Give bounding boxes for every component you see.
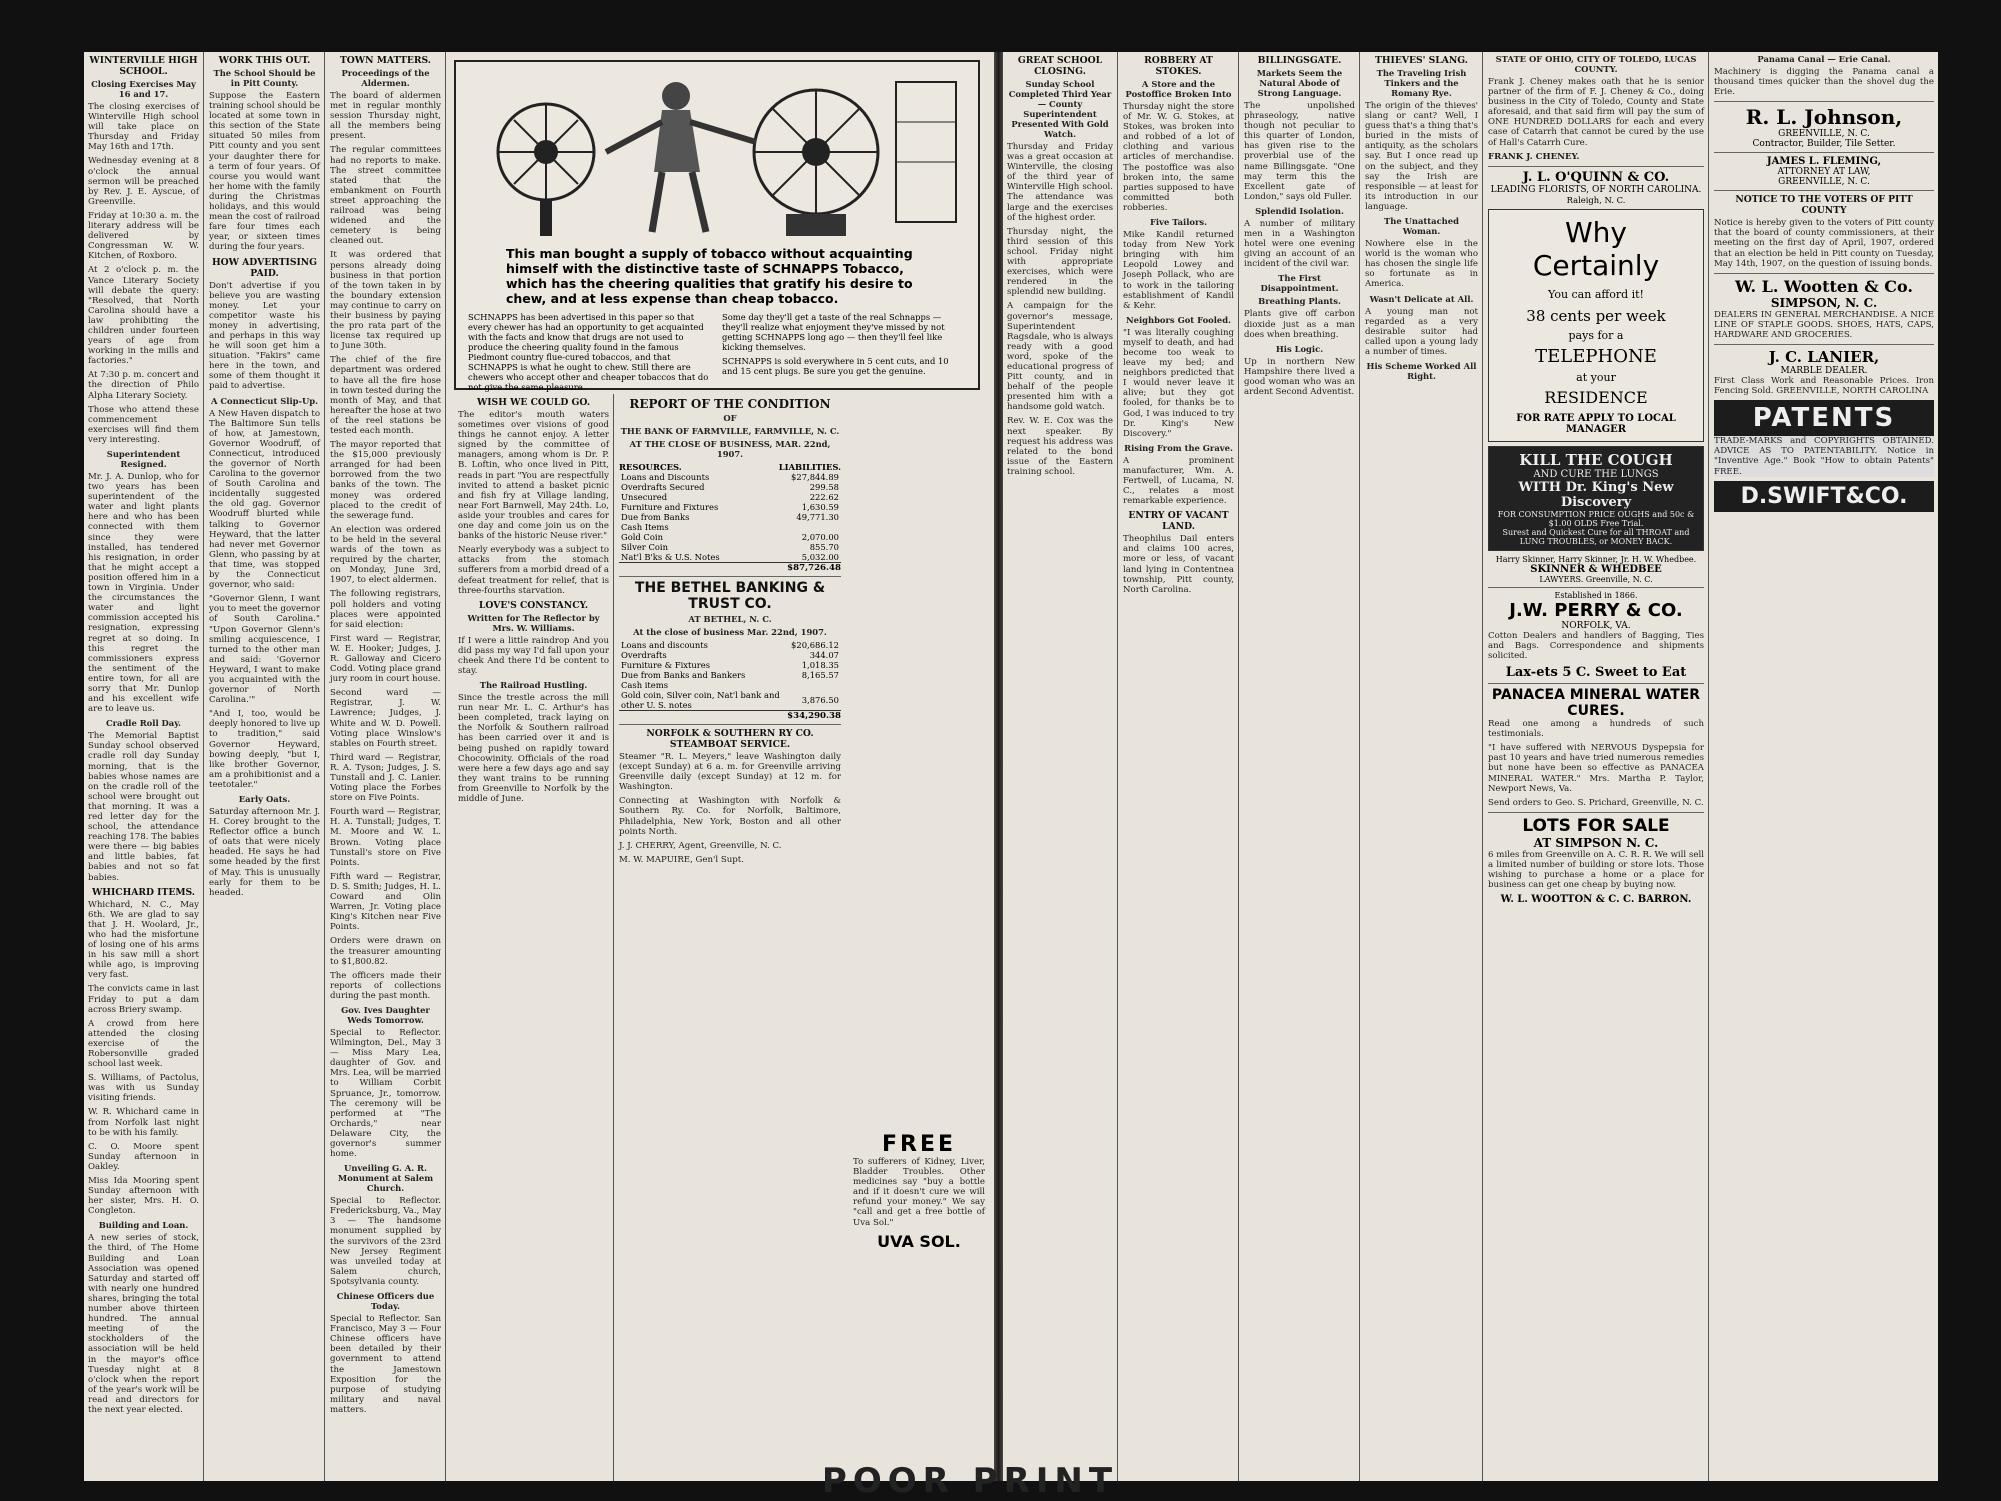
- bank-name: THE BETHEL BANKING & TRUST CO.: [634, 580, 826, 612]
- perry-location: NORFOLK, VA.: [1561, 620, 1631, 631]
- paragraph: Thursday night the store of Mr. W. G. Stokes, at Stokes, was broken into and robbed of a lot of clothing and various articles of merchandise. The postoffice was also broken into, the same parties supposed to have committed both robberies.: [1123, 102, 1234, 213]
- paragraph: Second ward — Registrar, J. W. Lawrence; Judges, J. White and W. D. Powell. Voting place Winslow's stables on Fourth street.: [330, 688, 441, 749]
- paragraph: Steamer "R. L. Meyers," leave Washington daily (except Sunday) at 6 a. m. for Greenville arriving Greenville daily (except Sunday) at 12 m. for Washington.: [619, 752, 841, 793]
- paragraph: "I was literally coughing myself to death, and had become too weak to leave my bed; and neighbors predicted that I would never leave it alive; but they got fooled, for thanks be to God, I was induced to try Dr. King's New Discovery.": [1123, 327, 1234, 439]
- ad-price: FOR CONSUMPTION PRICE OUGHS and 50c & $1.00 OLDS Free Trial.: [1497, 509, 1695, 528]
- column-5: [615, 394, 845, 1481]
- paragraph: The officers made their reports of collections during the past month.: [330, 970, 441, 1001]
- table-cell-label: Cash items: [621, 680, 668, 690]
- subheadline: The First Disappointment.: [1260, 273, 1339, 294]
- paragraph: Special to Reflector. San Francisco, May 3 — Four Chinese officers have been detailed by their government to attend the Jamestown Exposition for the purpose of studying military and naval matters.: [330, 1314, 441, 1415]
- paragraph: Special to Reflector. Wilmington, Del., May 3 — Miss Mary Lea, daughter of Gov. and Mrs. Lea, will be married to William Corbit Spruance, Jr., tomorrow. The ceremony will be performed at "The Orchards," near Delaware City, the governor's summer home.: [330, 1027, 441, 1160]
- certainly-text: Certainly: [1532, 248, 1660, 282]
- lanier-trade: MARBLE DEALER.: [1780, 366, 1868, 377]
- table-cell-value: $20,686.12: [791, 640, 839, 650]
- table-row: [619, 552, 841, 562]
- dr-king-ad: [1488, 446, 1704, 551]
- headline: THIEVES' SLANG.: [1375, 55, 1468, 66]
- paragraph: Friday at 10:30 a. m. the literary address will be delivered by Congressman W. W. Kitchen, of Roxboro.: [88, 210, 199, 262]
- table-row: [619, 640, 841, 650]
- paragraph: The Memorial Baptist Sunday school observed cradle roll day Sunday morning, that is the babies whose names are on the cradle roll of the school were brought out that morning. It was a red letter day for the school, the attendance reaching 178. The babies were there — big babies and little babies, fat babies and not so fat babies.: [88, 731, 199, 883]
- headline: ENTRY OF VACANT LAND.: [1128, 510, 1229, 533]
- paragraph: First ward — Registrar, W. E. Hooker; Judges, J. R. Galloway and Cicero Codd. Voting place grand jury room in court house.: [330, 633, 441, 685]
- uva-sol-label: UVA SOL.: [877, 1231, 961, 1251]
- paragraph: Theophilus Dail enters and claims 100 acres, more or less, of vacant land lying in Contentnea township, Pitt county, North Carolina.: [1123, 534, 1234, 595]
- table-cell-label: Overdrafts Secured: [621, 482, 705, 492]
- paragraph: Nearly everybody was a subject to attacks from the stomach sufferers from a morbid dread of a defeat treatment for relief, that is three-fourths starvation.: [458, 545, 609, 596]
- table-cell-label: Unsecured: [621, 492, 668, 502]
- florist-name: J. L. O'QUINN & CO.: [1522, 169, 1670, 185]
- price-text: 38 cents per week: [1526, 306, 1666, 325]
- paragraph: "And I, too, would be deeply honored to live up to tradition," said Governor Heyward, bowing deeply, "but I, like brother Governor, am a prohibitionist and a teetotaler.": [209, 709, 320, 790]
- perry-company: J.W. PERRY & CO.: [1509, 599, 1683, 621]
- paragraph: Plants give off carbon dioxide just as a man does when breathing.: [1244, 309, 1355, 340]
- headline: TOWN MATTERS.: [339, 55, 432, 66]
- pays-text: pays for a: [1568, 328, 1624, 342]
- headline: WINTERVILLE HIGH SCHOOL.: [89, 55, 198, 77]
- table-row: [619, 680, 841, 690]
- paragraph: "I have suffered with NERVOUS Dyspepsia for past 10 years and have tried numerous remedies but none have been so effective as PANACEA MINERAL WATER." Mrs. Martha P. Taylor, Newport News, Va.: [1488, 743, 1704, 794]
- subheadline: Closing Exercises May 16 and 17.: [91, 79, 196, 99]
- report-date: AT THE CLOSE OF BUSINESS, MAR. 22nd, 1907.: [629, 439, 831, 459]
- table-cell-label: Loans and discounts: [621, 640, 708, 650]
- paragraph: Fourth ward — Registrar, H. A. Tunstall; Judges, T. M. Moore and W. L. Brown. Voting place Tunstall's store on Five Points.: [330, 807, 441, 868]
- paragraph: Up in northern New Hampshire there lived a good woman who was an ardent Second Adventist.: [1244, 356, 1355, 397]
- ad-headline: This man bought a supply of tobacco without acquainting himself with the distinctive taste of SCHNAPPS Tobacco, which has the cheering qualities that gratify his desire to chew, and at less expense than cheap tobacco.: [506, 246, 913, 306]
- telephone-ad: [1488, 209, 1704, 442]
- subheadline: A Connecticut Slip-Up.: [210, 395, 319, 406]
- column-11-ads: [1710, 52, 1938, 1481]
- paragraph: Rev. W. E. Cox was the next speaker. By request his address was related to the bond issue of the Eastern training school.: [1007, 416, 1113, 477]
- paragraph: Fifth ward — Registrar, D. S. Smith; Judges, H. L. Coward and Olin Warren, Jr. Voting place King's Kitchen near Five Points.: [330, 871, 441, 933]
- column-10-ads: [1484, 52, 1709, 1481]
- paragraph: Read one among a hundreds of such testimonials.: [1488, 719, 1704, 740]
- table-row: [619, 660, 841, 670]
- table-cell-label: Furniture & Fixtures: [621, 660, 711, 670]
- subheadline: The Traveling Irish Tinkers and the Romany Rye.: [1376, 68, 1467, 98]
- subheadline: Markets Seem the Natural Abode of Strong Language.: [1256, 68, 1343, 98]
- headline: HOW ADVERTISING PAID.: [211, 256, 318, 279]
- lawyer-names: Harry Skinner, Harry Skinner, Jr. H. W. Whedbee.: [1495, 554, 1697, 564]
- afford-text: You can afford it!: [1548, 287, 1644, 301]
- subheadline: Gov. Ives Daughter Weds Tomorrow.: [341, 1004, 430, 1025]
- paragraph: A New Haven dispatch to The Baltimore Sun tells of how, at Jamestown, Governor Woodruff, of Connecticut, introduced the governor of North Carolina to the governor of South Carolina and incidentally suggested the old gag. Governor Woodruff blurted while talking to Governor Heyward, that the latter had never met Governor Glenn, who passing by at that time, was stopped by the Connecticut governor, who said:: [209, 408, 320, 591]
- ad-headline: KILL THE COUGH: [1519, 450, 1673, 469]
- ad-paragraph: Some day they'll get a taste of the real Schnapps — they'll realize what enjoyment they've missed by not getting SCHNAPPS long ago — then they'll feel like kicking themselves.: [722, 312, 945, 352]
- table-row: [619, 512, 841, 522]
- subheadline: Chinese Officers due Today.: [336, 1291, 435, 1312]
- johnson-name: R. L. Johnson,: [1745, 105, 1903, 130]
- table-cell-label: Gold Coin: [621, 532, 663, 542]
- table-cell-value: 5,032.00: [801, 552, 839, 562]
- fleming-title: ATTORNEY AT LAW,: [1777, 167, 1871, 178]
- paragraph: Nowhere else in the world is the woman who has chosen the single life so fortunate as in America.: [1365, 239, 1478, 290]
- ad-guarantee: Surest and Quickest Cure for all THROAT and LUNG TROUBLES, or MONEY BACK.: [1502, 527, 1690, 546]
- wootten-location: SIMPSON, N. C.: [1770, 295, 1878, 310]
- wootten-name: W. L. Wootten & Co.: [1735, 276, 1913, 296]
- total: $34,290.38: [619, 710, 841, 721]
- paragraph: The following registrars, poll holders and voting places were appointed for said election:: [330, 589, 441, 630]
- paragraph: Thursday and Friday was a great occasion at Winterville, the closing of the third year of Winterville High school. The attendance was large and the exercises of the highest order.: [1007, 142, 1113, 223]
- table-row: [619, 670, 841, 680]
- agent: J. J. CHERRY, Agent, Greenville, N. C.: [619, 840, 782, 851]
- subheadline: Panama Canal — Erie Canal.: [1757, 54, 1891, 64]
- johnson-location: GREENVILLE, N. C.: [1778, 129, 1870, 140]
- headline: ROBBERY AT STOKES.: [1144, 55, 1213, 77]
- table-cell-label: Loans and Discounts: [621, 472, 710, 482]
- table-cell-value: 855.70: [809, 542, 839, 552]
- patents-headline: PATENTS: [1714, 400, 1934, 436]
- florist-location: Raleigh, N. C.: [1566, 194, 1626, 205]
- dswift-logo: D.SWIFT&CO.: [1714, 481, 1934, 512]
- headline: WHICHARD ITEMS.: [91, 886, 196, 898]
- paragraph: A crowd from here attended the closing exercise of the Robersonville graded school last week.: [88, 1018, 199, 1070]
- paragraph: The regular committees had no reports to make. The street committee stated that the embankment on Fourth street approaching the railroad was being widened and the cemetery is being cleaned out.: [330, 145, 441, 247]
- resources-label: RESOURCES.: [619, 462, 682, 472]
- paragraph: The closing exercises of Winterville High school will take place on Thursday and Friday May 16th and 17th.: [88, 102, 199, 153]
- paragraph: Whichard, N. C., May 6th. We are glad to say that J. H. Woolard, Jr., who had the misfortune of losing one of his arms in his saw mill a short while ago, is improving very fast.: [88, 899, 199, 981]
- paragraph: Thursday night, the third session of this school. Friday night with appropriate exercises, which were rendered in the splendid new building.: [1007, 226, 1113, 298]
- table-cell-label: Due from Banks and Bankers: [621, 670, 746, 680]
- paragraph: Don't advertise if you believe you are wasting money. Let your competitor waste his money in advertising, and perhaps in this way he will soon get him a situation. "Fakirs" came here in the town, and some of them thought it paid to advertise.: [209, 280, 320, 392]
- paragraph: "Governor Glenn, I want you to meet the governor of South Carolina." "Upon Governor Glenn's smiling acquiescence, I turned to the other man and said: 'Governor Heyward, I want to make you acquainted with the governor of North Carolina.'": [209, 594, 320, 706]
- apply-text: FOR RATE APPLY TO LOCAL MANAGER: [1516, 412, 1676, 435]
- subheadline: The School Should be in Pitt County.: [213, 68, 316, 88]
- paragraph: At 7:30 p. m. concert and the direction of Philo Alpha Literary Society.: [88, 370, 199, 401]
- subheadline: Sunday School Completed Third Year — County Superintendent Presented With Gold Watch.: [1008, 79, 1112, 139]
- subheadline: Written for The Reflector by Mrs. W. Williams.: [467, 612, 600, 633]
- table-row: [619, 482, 841, 492]
- notice-headline: NOTICE TO THE VOTERS OF PITT COUNTY: [1735, 194, 1913, 217]
- left-newspaper-page: [84, 52, 994, 1481]
- paragraph: The convicts came in last Friday to put a dam across Briery swamp.: [88, 984, 199, 1015]
- poem: If I were a little raindrop And you did pass my way I'd fall upon your cheek And there I'd be content to stay.: [458, 635, 609, 676]
- paragraph: An election was ordered to be held in the several wards of the town as required by the charter, on Monday, June 3rd, 1907, to elect aldermen.: [330, 524, 441, 586]
- law-firm: SKINNER & WHEDBEE: [1530, 563, 1662, 575]
- lots-headline: LOTS FOR SALE: [1522, 815, 1670, 836]
- fleming-name: JAMES L. FLEMING,: [1766, 156, 1882, 168]
- paragraph: Special to Reflector. Fredericksburg, Va., May 3 — The handsome monument supplied by the survivors of the 23rd New Jersey Regiment was unveiled today at Salem church, Spotsylvania county.: [330, 1196, 441, 1287]
- table-cell-value: 299.58: [809, 482, 839, 492]
- bank-location: AT BETHEL, N. C.: [688, 614, 772, 624]
- column-6: [1003, 52, 1118, 1481]
- paragraph: Miss Ida Mooring spent Sunday afternoon with her sister, Mrs. H. O. Congleton.: [88, 1176, 199, 1217]
- ad-product: WITH Dr. King's New Discovery: [1518, 479, 1674, 510]
- lots-location: AT SIMPSON N. C.: [1533, 835, 1659, 850]
- table-cell-label: Furniture and Fixtures: [621, 502, 719, 512]
- table-row: [619, 522, 841, 532]
- subheadline: The Railroad Hustling.: [479, 680, 588, 691]
- subheadline: Cradle Roll Day.: [105, 718, 182, 729]
- table-cell-value: 3,876.50: [801, 695, 839, 705]
- liabilities-label: LIABILITIES.: [778, 462, 841, 472]
- subheadline: Five Tailors.: [1149, 217, 1208, 228]
- poor-print-banner: [760, 1461, 1180, 1501]
- florist-tagline: LEADING FLORISTS, OF NORTH CAROLINA.: [1490, 184, 1702, 195]
- table-cell-label: Cash Items: [621, 522, 669, 532]
- paragraph: C. O. Moore spent Sunday afternoon in Oakley.: [88, 1141, 199, 1172]
- steamboat-headline: NORFOLK & SOUTHERN RY CO. STEAMBOAT SERVICE.: [646, 728, 814, 750]
- column-1: [84, 52, 204, 1481]
- paragraph: A new series of stock, the third, of The Home Building and Loan Association was opened Saturday and started off with nearly one hundred shares, bringing the total number above thirteen hundred. The annual meeting of the stockholders of the association will be held in the mayor's office Tuesday night at 8 o'clock when the report of the year's work will be read and directors for the next year elected.: [88, 1233, 199, 1415]
- established-text: Established in 1866.: [1554, 590, 1638, 600]
- paragraph: Machinery is digging the Panama canal a thousand times quicker than the shovel dug the Erie.: [1714, 67, 1934, 98]
- page-gutter: [994, 52, 1003, 1481]
- subheadline: The Unattached Woman.: [1384, 216, 1459, 237]
- paragraph: 6 miles from Greenville on A. C. R. R. We will sell a limited number of building or store lots. Those wishing to purchase a home or a place for business can get one cheap by buying now.: [1488, 849, 1704, 891]
- right-newspaper-page: [1003, 52, 1938, 1481]
- signature: FRANK J. CHENEY.: [1488, 151, 1580, 162]
- paragraph: Mike Kandil returned today from New York bringing with him Leopold Lowey and Joseph Pollack, who are to work in the tailoring establishment of Kandil & Kehr.: [1123, 230, 1234, 311]
- table-cell-label: Gold coin, Silver coin, Nat'l bank and other U. S. notes: [621, 690, 780, 710]
- table-cell-value: 1,018.35: [801, 660, 839, 670]
- table-cell-value: 2,070.00: [801, 532, 839, 542]
- free-uva-sol-ad: [849, 1132, 989, 1481]
- paragraph: W. R. Whichard came in from Norfolk last night to be with his family.: [88, 1107, 199, 1138]
- table-row: [619, 492, 841, 502]
- table-row: [619, 650, 841, 660]
- column-9: [1361, 52, 1483, 1481]
- paragraph: The board of aldermen met in regular monthly session Thursday night, all the members being present.: [330, 91, 441, 142]
- paragraph: The unpolished phraseology, native though not peculiar to this quarter of London, has given rise to the proverbial use of the name Billingsgate. "One may term this the Excellent gate of London," says old Fuller.: [1244, 101, 1355, 202]
- subheadline: A Store and the Postoffice Broken Into: [1125, 79, 1232, 99]
- johnson-trade: Contractor, Builder, Tile Setter.: [1752, 139, 1896, 150]
- table-cell-value: [766, 522, 841, 532]
- paragraph: A young man not regarded as a very desirable suitor had called upon a young lady a number of times.: [1365, 306, 1478, 357]
- paragraph: A prominent manufacturer, Wm. A. Fertwell, of Lucama, N. C., relates a most remarkable experience.: [1123, 455, 1234, 507]
- table-row: [619, 502, 841, 512]
- table-cell-value: 222.62: [809, 492, 839, 502]
- residence-text: RESIDENCE: [1544, 387, 1648, 407]
- table-cell-value: $27,844.89: [791, 472, 839, 482]
- subheadline: Unveiling G. A. R. Monument at Salem Church.: [337, 1163, 434, 1194]
- schnapps-tobacco-ad: [454, 60, 980, 390]
- subheadline: Superintendent Resigned.: [106, 449, 181, 469]
- patents-description: TRADE-MARKS and COPYRIGHTS OBTAINED. ADVICE AS TO PATENTABILITY. Notice in "Inventive Age." Book "How to obtain Patents" FREE.: [1714, 436, 1934, 477]
- bank-resources-table: [619, 472, 841, 562]
- paragraph: Wednesday evening at 8 o'clock the annual sermon will be preached by Rev. J. E. Ayscue, of Greenville.: [88, 156, 199, 207]
- headline: GREAT SCHOOL CLOSING.: [1017, 55, 1103, 77]
- paragraph: The origin of the thieves' slang or cant? Well, I guess that's a thing that's buried in the mists of antiquity, as the scholars say. But I once read up on the subject, and they say the Irish are responsible — at least for its introduction in our language.: [1365, 101, 1478, 212]
- paragraph: Those who attend these commencement exercises will find them very interesting.: [88, 404, 199, 445]
- paragraph: Notice is hereby given to the voters of Pitt county that the board of county commissioners, at their meeting on the first day of April, 1907, ordered that an election be held in Pitt county on Tuesday, May 14th, 1907, on the question of issuing bonds.: [1714, 218, 1934, 269]
- ad-paragraph: SCHNAPPS has been advertised in this paper so that every chewer has had an opportunity to get acquainted with the facts and know that drugs are not used to produce the cheering quality found in the famous Piedmont country flue-cured tobaccos, and that SCHNAPPS is what he ought to chew. Still there are chewers who accept other and cheaper tobaccos that do not give the same pleasure.: [468, 312, 709, 392]
- subheadline: Breathing Plants.: [1258, 296, 1341, 307]
- subheadline: Early Oats.: [238, 794, 291, 804]
- paragraph: Frank J. Cheney makes oath that he is senior partner of the firm of F. J. Cheney & Co., doing business in the City of Toledo, County and State aforesaid, and that said firm will pay the sum of ONE HUNDRED DOLLARS for each and every case of Catarrh that cannot be cured by the use of Hall's Catarrh Cure.: [1488, 77, 1704, 148]
- bank-name: THE BANK OF FARMVILLE, FARMVILLE, N. C.: [620, 426, 840, 436]
- table-cell-label: Nat'l B'ks & U.S. Notes: [621, 552, 720, 562]
- paragraph: Send orders to Geo. S. Prichard, Greenville, N. C.: [1488, 797, 1704, 808]
- why-text: Why: [1564, 215, 1627, 249]
- total: $87,726.48: [619, 562, 841, 573]
- report-title: REPORT OF THE CONDITION: [629, 397, 831, 411]
- table-row: [619, 472, 841, 482]
- paragraph: The mayor reported that the $15,000 previously arranged for had been borrowed from the two banks of the town. The money was ordered placed to the credit of the sewerage fund.: [330, 440, 441, 521]
- lanier-description: First Class Work and Reasonable Prices. Iron Fencing Sold. GREENVILLE, NORTH CAROLINA: [1714, 376, 1934, 397]
- paragraph: Suppose the Eastern training school should be located at some town in this section of the State situated 50 miles from Pitt county and you sent your daughter there for a term of four years. Of course you would want her home with the family during the Christmas holidays, and this would mean the cost of railroad fare four times each year, or sixteen times during the four years.: [209, 91, 320, 253]
- subheadline: His Scheme Worked All Right.: [1366, 360, 1477, 381]
- superintendent: M. W. MAPUIRE, Gen'l Supt.: [619, 854, 744, 865]
- notice-title: STATE OF OHIO, CITY OF TOLEDO, LUCAS COUNTY.: [1495, 54, 1697, 74]
- table-cell-value: [789, 680, 841, 690]
- paragraph: The editor's mouth waters sometimes over visions of good things he cannot enjoy. A letter signed by the committee of managers, among whom is Dr. P. B. Loftin, who once lived in Pitt, reads in part "You are respectfully invited to attend a basket picnic and fish fry at Village landing, near Fort Barnwell, May 24th. Lo, aside your troubles and cares for one day and come join us on the banks of the historic Neuse river.": [458, 410, 609, 542]
- paragraph: A number of military men in a Washington hotel were one evening giving an account of an incident of the civil war.: [1244, 218, 1355, 270]
- subheadline: Splendid Isolation.: [1255, 205, 1344, 216]
- column-7: [1119, 52, 1239, 1481]
- paragraph: Mr. J. A. Dunlop, who for two years has been superintendent of the water and light plants here and who has been connected with them since they were installed, has tendered his resignation, in order that he might accept a position offered him in a town in Virginia. Under the circumstances the water and light commission accepted his resignation, expressing regret at so doing. In this regret the commissioners express the sentiment of the entire town, for all are sorry that Mr. Dunlop and his excellent wife are to leave us.: [88, 472, 199, 715]
- fleming-location: GREENVILLE, N. C.: [1778, 177, 1870, 188]
- paragraph: Saturday afternoon Mr. J. H. Corey brought to the Reflector office a bunch of oats that were nicely headed. He says he had some headed by the first of May. This is unusually early for them to be headed.: [209, 807, 320, 898]
- headline: BILLINGSGATE.: [1257, 55, 1342, 66]
- wootten-description: DEALERS IN GENERAL MERCHANDISE. A NICE LINE OF STAPLE GOODS. SHOES, HATS, CAPS, HARDWARE AND GROCERIES.: [1714, 309, 1934, 340]
- bank-resources-table: [619, 640, 841, 710]
- column-8: [1240, 52, 1360, 1481]
- ad-headline: FREE: [881, 1132, 957, 1157]
- paragraph: Third ward — Registrar, R. A. Tyson; Judges, J. S. Tunstall and J. C. Lanier. Voting place the Forbes store on Five Points.: [330, 752, 441, 804]
- law-location: LAWYERS. Greenville, N. C.: [1539, 574, 1653, 584]
- telephone-text: TELEPHONE: [1535, 345, 1657, 367]
- paragraph: S. Williams, of Pactolus, was with us Sunday visiting friends.: [88, 1073, 199, 1104]
- paragraph: Orders were drawn on the treasurer amounting to $1,800.82.: [330, 936, 441, 967]
- man-with-press-illustration: [456, 62, 978, 242]
- lots-sellers: W. L. WOOTTON & C. C. BARRON.: [1500, 894, 1692, 906]
- subheadline: His Logic.: [1275, 343, 1324, 354]
- subheadline: Neighbors Got Fooled.: [1125, 314, 1232, 325]
- report-date: At the close of business Mar. 22nd, 1907.: [633, 627, 827, 637]
- at-text: at your: [1576, 370, 1616, 384]
- panacea-headline: PANACEA MINERAL WATER CURES.: [1491, 687, 1701, 720]
- table-cell-label: Due from Banks: [621, 512, 690, 522]
- column-4: [454, 394, 614, 1481]
- subheadline: Proceedings of the Aldermen.: [341, 68, 430, 88]
- perry-description: Cotton Dealers and handlers of Bagging, Ties and Bags. Correspondence and shipments solicited.: [1488, 630, 1704, 661]
- paragraph: Connecting at Washington with Norfolk & Southern Ry. Co. for Norfolk, Baltimore, Philadelphia, New York, Boston and all other points North.: [619, 796, 841, 837]
- ad-subheadline: AND CURE THE LUNGS: [1533, 468, 1659, 480]
- table-row: [619, 542, 841, 552]
- report-of: OF: [723, 413, 737, 423]
- table-cell-value: 49,771.30: [796, 512, 839, 522]
- paragraph: It was ordered that persons already doing business in that portion of the town taken in by the boundary extension may continue to carry on their business by paying the pro rata part of the license tax required up to June 30th.: [330, 250, 441, 352]
- headline: WORK THIS OUT.: [218, 55, 311, 66]
- lanier-name: J. C. LANIER,: [1768, 348, 1880, 367]
- paragraph: At 2 o'clock p. m. the Vance Literary Society will debate the query: "Resolved, that North Carolina should have a law prohibiting the children under fourteen years of age from working in the mills and factories.": [88, 265, 199, 367]
- subheadline: Rising From the Grave.: [1124, 442, 1233, 453]
- paragraph: To sufferers of Kidney, Liver, Bladder Troubles. Other medicines say "buy a bottle and if it doesn't cure we will refund your money." We say "call and get a free bottle of Uva Sol.": [853, 1157, 985, 1228]
- banner-text: POOR PRINT: [821, 1461, 1119, 1501]
- laxets-ad: Lax-ets 5 C. Sweet to Eat: [1505, 665, 1687, 681]
- headline: WISH WE COULD GO.: [476, 397, 591, 408]
- table-row: [619, 532, 841, 542]
- subheadline: Wasn't Delicate at All.: [1369, 293, 1474, 304]
- headline: LOVE'S CONSTANCY.: [478, 599, 589, 611]
- table-cell-value: 8,165.57: [801, 670, 839, 680]
- column-2: [205, 52, 325, 1481]
- column-3: [326, 52, 446, 1481]
- table-cell-value: 1,630.59: [801, 502, 839, 512]
- table-row: [619, 690, 841, 710]
- table-cell-label: Silver Coin: [621, 542, 668, 552]
- paragraph: The chief of the fire department was ordered to have all the fire hose in town tested during the month of May, and that hereafter the hose at two of the reel stations be tested each month.: [330, 355, 441, 436]
- table-cell-label: Overdrafts: [621, 650, 667, 660]
- paragraph: A campaign for the governor's message, Superintendent Ragsdale, who is always ready with a good word, spoke of the educational progress of Pitt county, and in behalf of the people presented him with a handsome gold watch.: [1007, 301, 1113, 413]
- paragraph: Since the trestle across the mill run near Mr. L. C. Arthur's has been completed, track laying on the Norfolk & Southern railroad has been carried over it and is being pushed on rapidly toward Chocowinity. Officials of the road were here a few days ago and say they want trains to be running from Greenville to Norfolk by the middle of June.: [458, 693, 609, 804]
- table-cell-value: 344.07: [809, 650, 839, 660]
- ad-paragraph: SCHNAPPS is sold everywhere in 5 cent cuts, and 10 and 15 cent plugs. Be sure you get the genuine.: [722, 356, 949, 376]
- subheadline: Building and Loan.: [98, 1220, 189, 1231]
